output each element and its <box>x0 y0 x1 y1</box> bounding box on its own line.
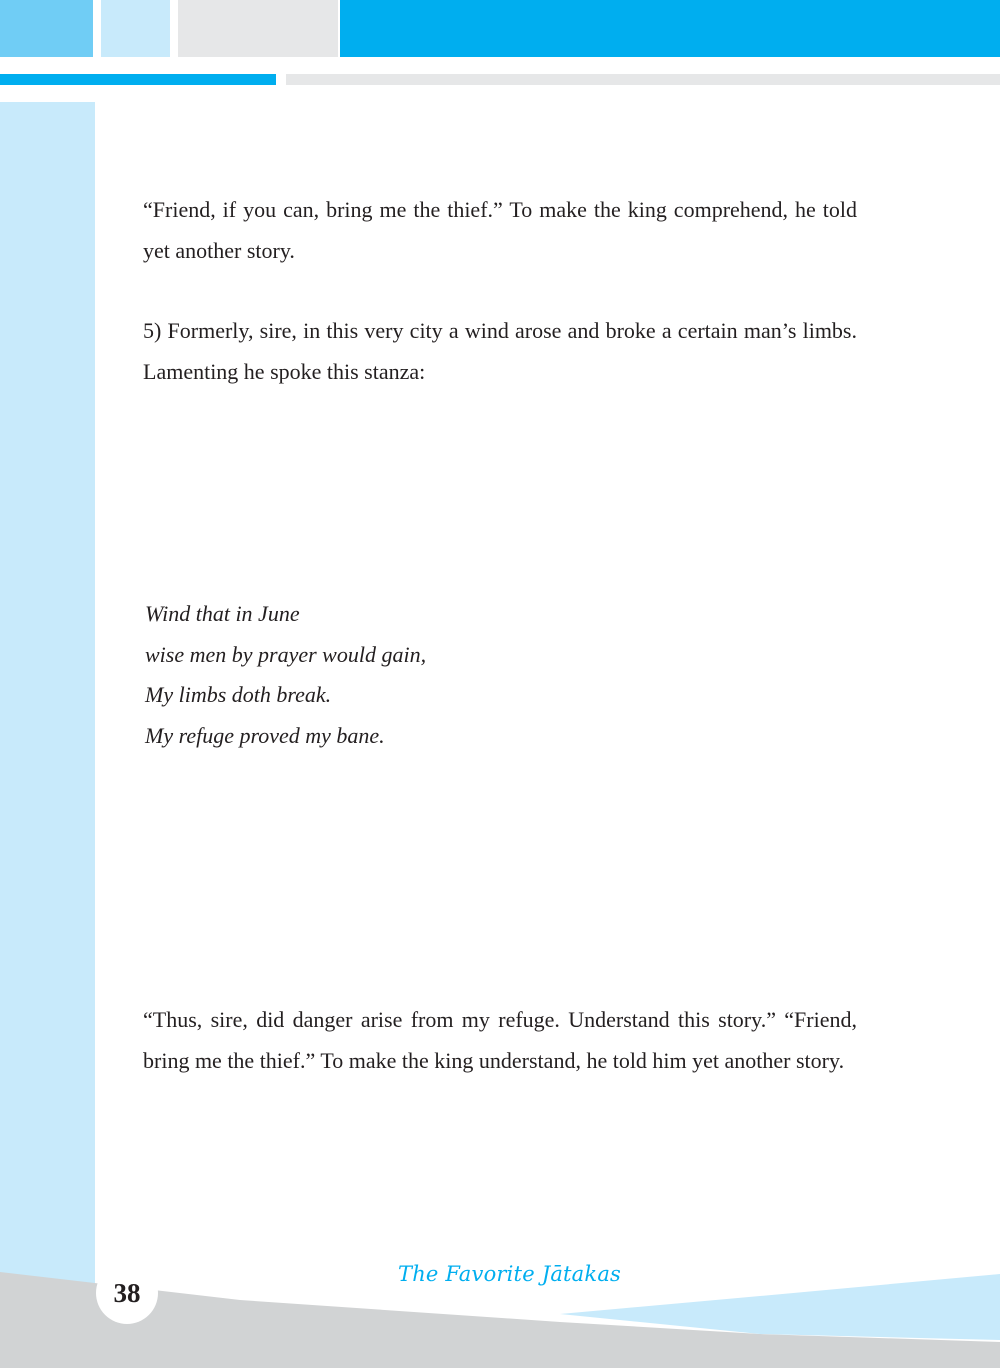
paragraph-friend-thief: “Friend, if you can, bring me the thief.” To make the king comprehend, he told yet another story. <box>143 197 857 263</box>
verse-line: My refuge proved my bane. <box>145 722 385 748</box>
page-number: 38 <box>96 1262 158 1324</box>
verse-line: My limbs doth break. <box>145 682 332 707</box>
book-title: The Favorite Jātakas <box>398 1262 622 1286</box>
verse-line: wise men by prayer would gain, <box>145 641 427 667</box>
paragraph-thus-sire: “Thus, sire, did danger arise from my refuge. Understand this story.” “Friend, bring me the thief.” To make the king understand, he told him yet another story. <box>143 1007 857 1073</box>
verse-line: Wind that in June <box>145 601 300 626</box>
paragraph-formerly-sire: 5) Formerly, sire, in this very city a wind arose and broke a certain man’s limbs. Lamenting he spoke this stanza: <box>143 318 857 384</box>
